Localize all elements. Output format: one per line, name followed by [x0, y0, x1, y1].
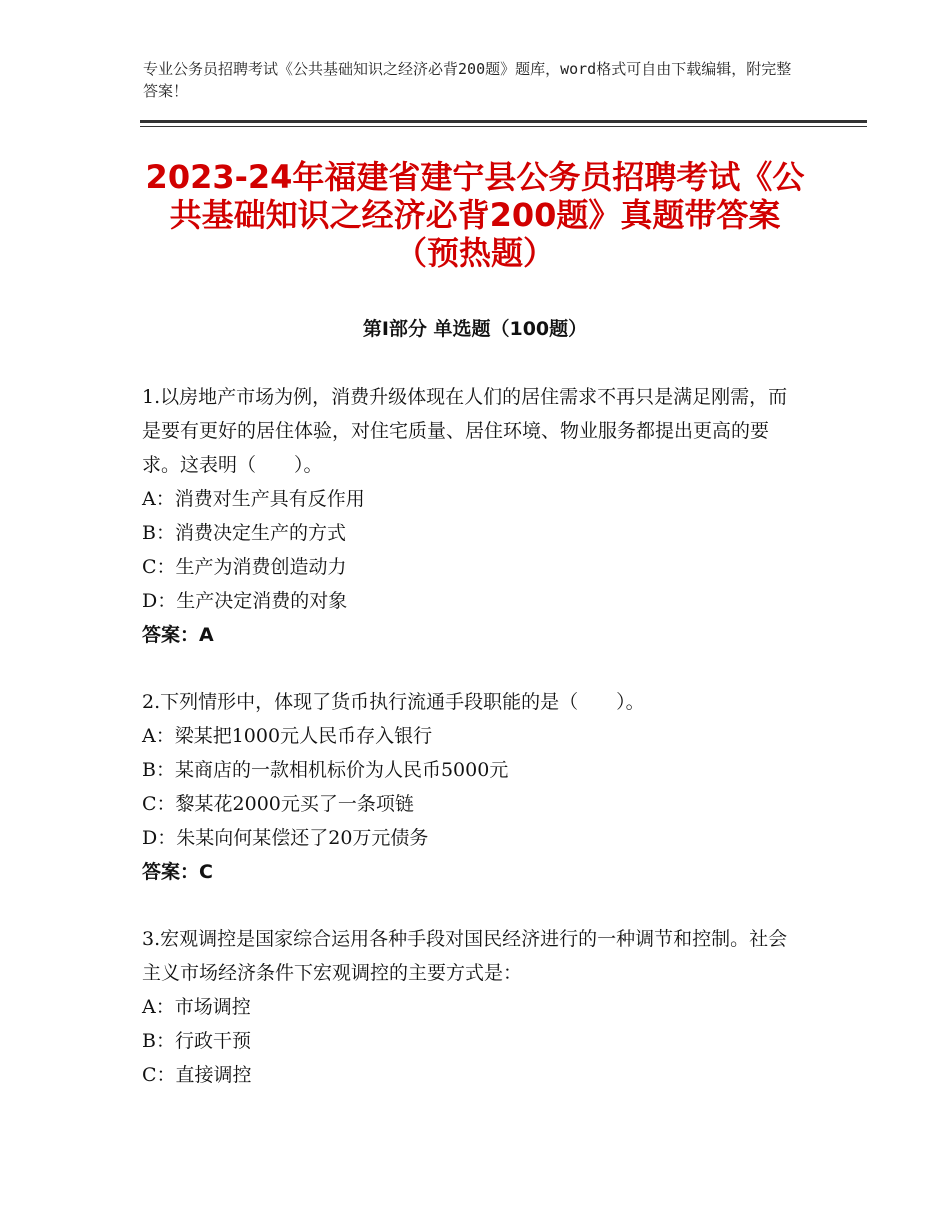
question-stem: 2.下列情形中，体现了货币执行流通手段职能的是（ ）。	[142, 691, 645, 713]
option-b: B：行政干预	[142, 1030, 251, 1052]
option-c: C：生产为消费创造动力	[142, 556, 347, 578]
header-divider-thick	[140, 120, 867, 123]
option-c: C：黎某花2000元买了一条项链	[142, 793, 414, 815]
option-d: D：生产决定消费的对象	[142, 590, 348, 612]
question-list	[142, 380, 802, 1092]
answer-line: 答案：C	[142, 861, 213, 883]
option-a: A：消费对生产具有反作用	[142, 488, 365, 510]
header-divider-thin	[140, 126, 867, 127]
header-note: 专业公务员招聘考试《公共基础知识之经济必背200题》题库，word格式可自由下载编辑，附完整答案！	[143, 60, 792, 100]
question-3	[142, 922, 802, 1092]
question-stem: 1.以房地产市场为例，消费升级体现在人们的居住需求不再只是满足刚需，而是要有更好的居住体验，对住宅质量、居住环境、物业服务都提出更高的要求。这表明（ ）。	[142, 386, 788, 476]
document-title: 2023-24年福建省建宁县公务员招聘考试《公共基础知识之经济必背200题》真题带答案（预热题）	[145, 158, 805, 272]
option-a: A：市场调控	[142, 996, 251, 1018]
question-1	[142, 380, 802, 652]
option-d: D：朱某向何某偿还了20万元债务	[142, 827, 429, 849]
question-2	[142, 685, 802, 889]
question-stem: 3.宏观调控是国家综合运用各种手段对国民经济进行的一种调节和控制。社会主义市场经济条件下宏观调控的主要方式是：	[142, 928, 788, 984]
option-b: B：消费决定生产的方式	[142, 522, 346, 544]
section-heading: 第Ⅰ部分 单选题（100题）	[362, 318, 588, 340]
option-b: B：某商店的一款相机标价为人民币5000元	[142, 759, 509, 781]
option-c: C：直接调控	[142, 1064, 252, 1086]
option-a: A：梁某把1000元人民币存入银行	[142, 725, 433, 747]
question-spacer	[142, 889, 802, 922]
question-spacer	[142, 652, 802, 685]
answer-line: 答案：A	[142, 624, 214, 646]
